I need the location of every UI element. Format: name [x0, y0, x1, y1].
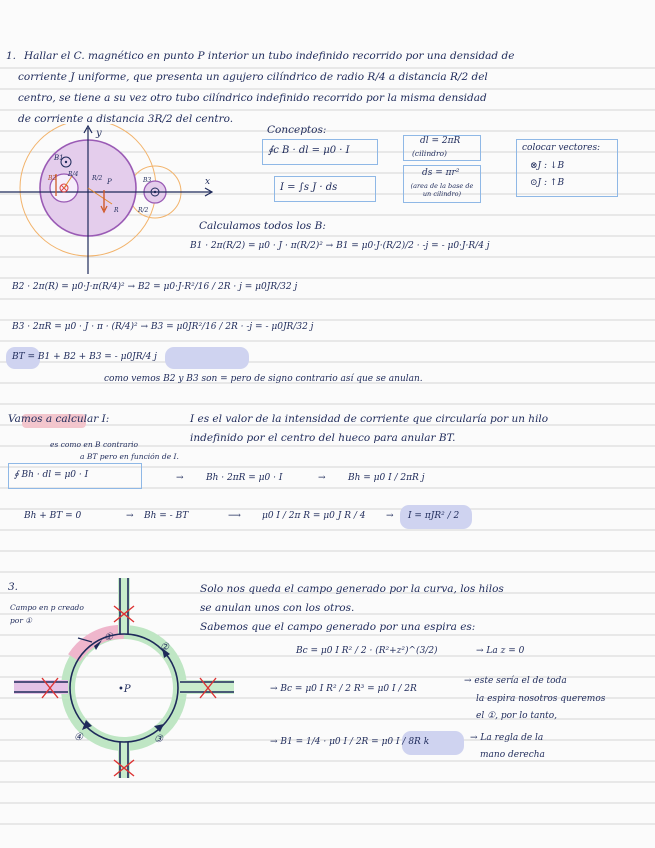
loop-label-p: •P [118, 684, 131, 695]
eq-b2: B2 · 2π(R) = μ0·J·π(R/4)² → B2 = μ0·J·R²/16 / 2R · j = μ0JR/32 j [12, 282, 298, 292]
arrow-5: → [386, 511, 394, 521]
ds-formula: ds = πr² [422, 168, 460, 178]
eq-b1: B1 · 2π(R/2) = μ0 · J · π(R/2)² → B1 = μ0·J·(R/2)/2 · -j = - μ0·J·R/4 j [190, 241, 490, 251]
eq-bh: ∮ Bh · dl = μ0 · I [14, 470, 89, 480]
label-b1: B1 [54, 154, 64, 162]
problem3-label-2: por ① [10, 616, 33, 625]
part-i-side-1: es como en B contrario [50, 440, 139, 449]
calc-note: como vemos B2 y B3 son = pero de signo contrario así que se anulan. [104, 374, 423, 384]
problem3-text-2: se anulan unos con los otros. [200, 602, 355, 614]
arrow-4: ⟶ [228, 511, 241, 521]
arrow-3: → [126, 511, 134, 521]
eq-bc-note: → La z = 0 [476, 646, 525, 656]
label-r2: R/2 [92, 175, 103, 182]
vector-rule-out: ⊙J : ↑B [530, 178, 565, 188]
cylinder-diagram [0, 124, 215, 274]
problem3-number: 3. [8, 581, 19, 593]
p3-note-3: el ①, por lo tanto, [476, 711, 558, 721]
axis-x-label: x [205, 177, 211, 187]
dl-note: (cilindro) [412, 149, 447, 158]
part-i-title: Vamos a calcular I: [8, 413, 110, 425]
loop-label-3: ③ [154, 734, 163, 745]
loop-label-4: ④ [74, 732, 83, 743]
loop-label-1: ① [104, 632, 113, 643]
eq-neg: Bh = - BT [144, 511, 189, 521]
problem3-text-1: Solo nos queda el campo generado por la curva, los hilos [200, 583, 504, 595]
rule-1: → La regla de la [470, 733, 544, 743]
label-r2b: R/2 [138, 207, 149, 214]
problem1-line-1: Hallar el C. magnético en punto P interior un tubo indefinido recorrido por una densidad de [24, 50, 515, 62]
eq-bt: BT = B1 + B2 + B3 = - μ0JR/4 j [12, 352, 157, 362]
label-r: R [114, 207, 119, 214]
eq-sum: Bh + BT = 0 [24, 511, 82, 521]
axis-y-label: y [96, 128, 102, 139]
eq-bh-2: Bh · 2πR = μ0 · I [206, 473, 283, 483]
calc-intro: Calculamos todos los B: [199, 220, 326, 232]
p3-note-2: la espira nosotros queremos [476, 694, 606, 704]
bt-result-highlight [165, 347, 249, 369]
loop-label-2: ② [160, 642, 169, 653]
p3-note-1: → este sería el de toda [464, 676, 567, 686]
eq-bc: Bc = μ0 I R² / 2 · (R²+z²)^(3/2) [296, 646, 438, 656]
ds-note: (area de la base de un cilindro) [410, 182, 474, 198]
arrow-2: → [318, 473, 326, 483]
label-r4: R/4 [68, 171, 79, 178]
eq-bh-3: Bh = μ0 I / 2πR j [348, 473, 425, 483]
part-i-text-2: indefinido por el centro del hueco para anular BT. [190, 432, 456, 444]
eq-b3: B3 · 2πR = μ0 · J · π · (R/4)² → B3 = μ0JR²/16 / 2R · -j = - μ0JR/32 j [12, 322, 314, 332]
part-i-text-1: I es el valor de la intensidad de corriente que circularía por un hilo [190, 413, 549, 425]
eq-bc-2: → Bc = μ0 I R² / 2 R³ = μ0 I / 2R [270, 684, 417, 694]
problem3-text-3: Sabemos que el campo generado por una espira es: [200, 621, 476, 633]
label-p: P [107, 178, 112, 186]
label-b3: B3 [143, 177, 152, 184]
dl-formula: dl = 2πR [420, 136, 461, 146]
problem1-line-3: centro, se tiene a su vez otro tubo cilíndrico indefinido recorrido por la misma densidad [18, 92, 487, 104]
part-i-side-2: a BT pero en función de I. [80, 452, 179, 461]
concepts-title: Conceptos: [267, 124, 327, 136]
problem1-line-4: de corriente a distancia 3R/2 del centro. [18, 113, 234, 125]
eq-frac: μ0 I / 2π R = μ0 J R / 4 [262, 511, 366, 521]
problem1-line-2: corriente J uniforme, que presenta un agujero cilíndrico de radio R/4 a distancia R/2 del [18, 71, 488, 83]
current-def: I = ∫s J · ds [280, 182, 338, 193]
eq-b1-final: → B1 = 1/4 · μ0 I / 2R = μ0 I / 8R k [270, 737, 430, 747]
problem3-label-1: Campo en p creado [10, 603, 84, 612]
arrow-1: → [176, 473, 184, 483]
eq-result: I = πJR² / 2 [408, 511, 460, 521]
label-b2: B2 [48, 175, 57, 182]
problem1-number: 1. [6, 50, 17, 62]
vector-rule-in: ⊗J : ↓B [530, 161, 565, 171]
ampere-law: ∮c B · dl = μ0 · I [268, 145, 350, 156]
rule-2: mano derecha [480, 750, 545, 760]
vectors-title: colocar vectores: [522, 143, 601, 153]
